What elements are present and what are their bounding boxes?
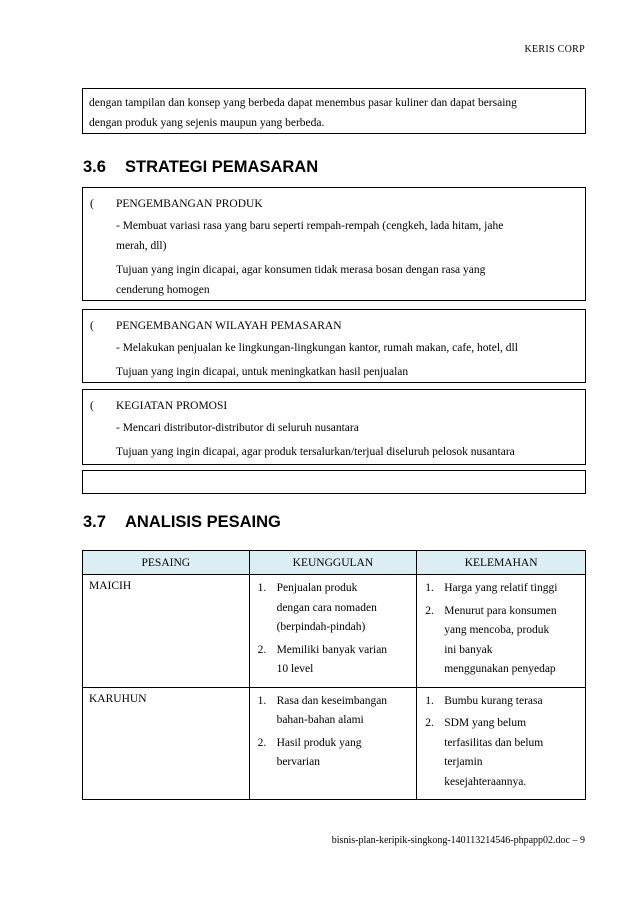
item-text xyxy=(277,692,413,731)
item-line: bervarian xyxy=(276,756,320,768)
strategy-goal-line: cenderung homogen xyxy=(116,284,210,296)
item-text xyxy=(444,692,581,712)
strategy-detail-line: merah, dll) xyxy=(116,240,167,252)
section-title: STRATEGI PEMASARAN xyxy=(125,158,319,176)
list-item xyxy=(417,714,581,792)
item-line: Rasa dan keseimbangan xyxy=(276,694,388,707)
list-item xyxy=(250,579,413,638)
strengths-cell xyxy=(249,687,417,800)
item-number: 1. xyxy=(425,694,434,707)
item-number: 2. xyxy=(257,643,267,656)
item-line: menggunakan penyedap xyxy=(444,663,556,675)
item-text xyxy=(277,641,413,680)
strategy-goal-line: Tujuan yang ingin dicapai, agar konsumen tidak merasa bosan dengan rasa yang xyxy=(116,264,486,276)
strategy-detail-line: - Melakukan penjualan ke lingkungan-lingkungan kantor, rumah makan, cafe, hotel, dll xyxy=(116,342,518,354)
item-line: Menurut para konsumen xyxy=(444,604,557,617)
empty-box xyxy=(82,470,586,494)
section-number: 3.6 xyxy=(83,158,106,176)
item-line: Memiliki banyak varian xyxy=(276,643,388,656)
item-number: 1. xyxy=(257,694,267,707)
item-number: 1. xyxy=(257,582,267,594)
footer-filename: bisnis-plan-keripik-singkong-140113214546-phpapp02.doc – 9 xyxy=(331,835,585,846)
item-text xyxy=(277,734,413,773)
item-line: Bumbu kurang terasa xyxy=(444,694,543,707)
item-line: yang mencoba, produk xyxy=(444,624,550,636)
item-text xyxy=(277,579,413,638)
list-item xyxy=(417,602,581,680)
strategy-box xyxy=(82,309,586,383)
weaknesses-cell xyxy=(417,575,586,688)
section-heading-3-6 xyxy=(83,158,318,177)
item-line: terjamin xyxy=(444,756,483,768)
list-item xyxy=(250,734,413,773)
strategy-title: PENGEMBANGAN PRODUK xyxy=(116,198,263,210)
table-row xyxy=(83,575,586,688)
list-item xyxy=(417,692,581,712)
item-number: 2. xyxy=(257,736,267,749)
item-line: Harga yang relatif tinggi xyxy=(444,582,558,594)
intro-line-1: dengan tampilan dan konsep yang berbeda dapat menembus pasar kuliner dan dapat bersaing xyxy=(89,97,517,109)
strategy-detail-line: - Mencari distributor-distributor di seluruh nusantara xyxy=(116,422,359,434)
item-line: (berpindah-pindah) xyxy=(276,621,366,633)
strategy-box xyxy=(82,389,586,465)
item-line: Hasil produk yang xyxy=(276,736,362,749)
strategy-box xyxy=(82,187,586,301)
item-text xyxy=(444,714,581,792)
item-line: ini banyak xyxy=(444,643,493,656)
strategy-bullet: ( xyxy=(90,400,94,412)
item-line: dengan cara nomaden xyxy=(276,601,377,614)
item-line: Penjualan produk xyxy=(276,582,358,594)
list-item xyxy=(250,692,413,731)
item-line: 10 level xyxy=(276,663,314,675)
header-kelemahan: KELEMAHAN xyxy=(417,551,586,575)
strengths-cell xyxy=(249,575,417,688)
list-item xyxy=(417,579,581,599)
intro-line-2: dengan produk yang sejenis maupun yang berbeda. xyxy=(89,117,325,129)
strategy-bullet: ( xyxy=(90,198,94,210)
strategy-detail-line: - Membuat variasi rasa yang baru seperti rempah-rempah (cengkeh, lada hitam, jahe xyxy=(116,220,504,232)
strategy-title: PENGEMBANGAN WILAYAH PEMASARAN xyxy=(116,320,342,332)
competitor-table xyxy=(82,550,586,800)
strategy-goal-line: Tujuan yang ingin dicapai, untuk meningkatkan hasil penjualan xyxy=(116,366,409,378)
section-number: 3.7 xyxy=(83,513,106,531)
item-line: kesejahteraannya. xyxy=(444,775,527,788)
item-number: 1. xyxy=(425,582,434,594)
competitor-name: KARUHUN xyxy=(83,687,250,800)
competitor-name: MAICIH xyxy=(83,575,250,688)
section-title: ANALISIS PESAING xyxy=(125,513,281,531)
item-text xyxy=(444,579,581,599)
header-pesaing: PESAING xyxy=(83,551,250,575)
intro-paragraph-box xyxy=(82,88,586,134)
weaknesses-cell xyxy=(417,687,586,800)
strategy-bullet: ( xyxy=(90,320,94,332)
item-number: 2. xyxy=(425,604,434,617)
table-header-row xyxy=(83,551,586,575)
item-line: SDM yang belum xyxy=(444,717,527,729)
strategy-goal-line: Tujuan yang ingin dicapai, agar produk tersalurkan/terjual diseluruh pelosok nusantara xyxy=(116,446,515,458)
header-keunggulan: KEUNGGULAN xyxy=(249,551,417,575)
item-line: bahan-bahan alami xyxy=(276,714,364,726)
header-company: KERIS CORP xyxy=(524,44,585,55)
strategy-title: KEGIATAN PROMOSI xyxy=(116,400,228,412)
table-row xyxy=(83,687,586,800)
list-item xyxy=(250,641,413,680)
item-text xyxy=(444,602,581,680)
section-heading-3-7 xyxy=(83,513,281,532)
item-number: 2. xyxy=(425,717,434,729)
item-line: terfasilitas dan belum xyxy=(444,736,544,749)
